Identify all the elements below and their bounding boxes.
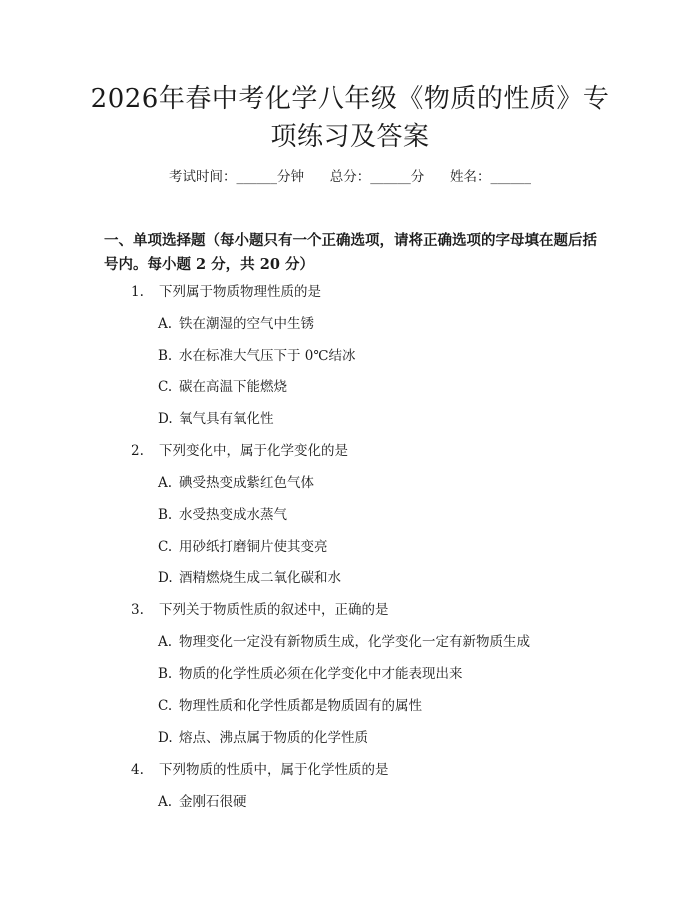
option-text: 金刚石很硬: [179, 794, 247, 810]
question-number: 3.: [131, 602, 144, 618]
option-text: 物理变化一定没有新物质生成，化学变化一定有新物质生成: [179, 634, 530, 650]
question-number: 1.: [131, 284, 144, 300]
title-line-2: 项练习及答案: [270, 122, 430, 152]
title-line-1: 2026年春中考化学八年级《物质的性质》专: [90, 84, 610, 114]
option-2d: [158, 568, 341, 588]
option-text: 碳在高温下能燃烧: [179, 379, 287, 395]
question-text: 下列物质的性质中，属于化学性质的是: [159, 762, 389, 778]
option-text: 水在标准大气压下于 0℃结冰: [179, 348, 356, 364]
question-text: 下列变化中，属于化学变化的是: [159, 443, 348, 459]
question-4: [131, 760, 389, 780]
option-2a: [158, 473, 314, 493]
option-1c: [158, 377, 287, 397]
option-letter: A.: [158, 634, 173, 650]
option-1b: [158, 346, 355, 366]
option-letter: B.: [158, 507, 173, 523]
option-letter: A.: [158, 475, 173, 491]
question-number: 4.: [131, 762, 144, 778]
question-2: [131, 441, 348, 461]
option-letter: B.: [158, 348, 173, 364]
option-letter: A.: [158, 316, 173, 332]
question-number: 2.: [131, 443, 144, 459]
option-text: 物理性质和化学性质都是物质固有的属性: [179, 698, 422, 714]
option-1a: [158, 314, 314, 334]
option-2b: [158, 505, 287, 525]
option-3b: [158, 664, 463, 684]
option-text: 酒精燃烧生成二氧化碳和水: [179, 570, 341, 586]
option-3a: [158, 632, 530, 652]
option-letter: C.: [158, 698, 173, 714]
option-3d: [158, 728, 368, 748]
option-letter: D.: [158, 411, 173, 427]
option-letter: A.: [158, 794, 173, 810]
option-text: 碘受热变成紫红色气体: [179, 475, 314, 491]
option-text: 水受热变成水蒸气: [179, 507, 287, 523]
document-title: [0, 80, 700, 156]
option-letter: C.: [158, 379, 173, 395]
option-letter: D.: [158, 730, 173, 746]
option-letter: C.: [158, 539, 173, 555]
option-2c: [158, 537, 328, 557]
option-letter: B.: [158, 666, 173, 682]
question-3: [131, 600, 389, 620]
option-1d: [158, 409, 274, 429]
option-text: 熔点、沸点属于物质的化学性质: [179, 730, 368, 746]
option-text: 铁在潮湿的空气中生锈: [179, 316, 314, 332]
option-text: 氧气具有氧化性: [179, 411, 274, 427]
option-text: 物质的化学性质必须在化学变化中才能表现出来: [179, 666, 463, 682]
option-4a: [158, 792, 247, 812]
question-1: [131, 282, 321, 302]
exam-info-line: 考试时间：______分钟 总分：______分 姓名：______: [169, 169, 531, 185]
option-letter: D.: [158, 570, 173, 586]
question-text: 下列属于物质物理性质的是: [159, 284, 321, 300]
section-heading: 一、单项选择题（每小题只有一个正确选项，请将正确选项的字母填在题后括号内。每小题 2 分，共 20 分）: [104, 232, 597, 273]
option-3c: [158, 696, 422, 716]
question-text: 下列关于物质性质的叙述中，正确的是: [159, 602, 389, 618]
option-text: 用砂纸打磨铜片使其变亮: [179, 539, 328, 555]
